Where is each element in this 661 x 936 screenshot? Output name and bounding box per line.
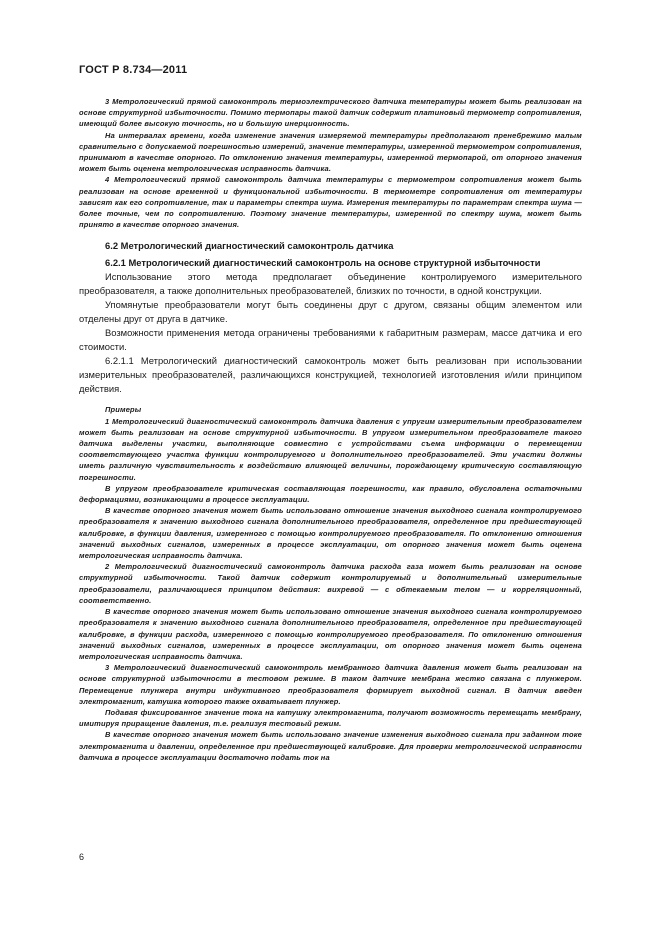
example-paragraph: В упругом преобразователе критическая составляющая погрешности, как правило, обусловлена остаточными деформациями, возникающими в процессе эксплуатации. (79, 483, 582, 505)
top-examples-block (79, 96, 582, 230)
body-paragraph: Упомянутые преобразователи могут быть соединены друг с другом, связаны общим элементом или отделены друг от друга в датчике. (79, 299, 582, 325)
example-paragraph: 2 Метрологический диагностический самоконтроль датчика расхода газа может быть реализован на основе структурной избыточности. Такой датчик содержит контролируемый и дополнительный измерительные преобразователи, различающиеся принципом действия: вихревой — с обтекаемым телом — и корреляционный, соответственно. (79, 562, 582, 605)
page-content (79, 96, 582, 763)
examples-block (79, 404, 582, 763)
example-paragraph: 3 Метрологический прямой самоконтроль термоэлектрического датчика температуры может быть реализован на основе структурной избыточности. Помимо термопары такой датчик содержит платиновый термометр сопротивления, имеющий более высокую точность, но и большую инерционность. (79, 97, 582, 129)
document-header: ГОСТ Р 8.734—2011 (79, 64, 188, 76)
body-paragraph: 6.2.1.1 Метрологический диагностический самоконтроль может быть реализован при использовании измерительных преобразователей, различающихся конструкцией, технологией изготовления и/или принципом действия. (79, 355, 582, 395)
example-paragraph: Подавая фиксированное значение тока на катушку электромагнита, получают возможность перемещать мембрану, имитируя приращение давления, т.е. реализуя тестовый режим. (79, 707, 582, 729)
example-paragraph: В качестве опорного значения может быть использовано отношение значения выходного сигнала контролируемого преобразователя к значению выходного сигнала дополнительного преобразователя, определенное при предшествующей калибровке, в функции давления, измеренного с помощью контролируемого преобразователя. По отклонению отношения значений выходных сигналов, измеренных в процессе эксплуатации, от опорного значения может быть оценена метрологическая исправность датчика. (79, 506, 582, 561)
page-number: 6 (79, 852, 85, 862)
body-paragraph: Возможности применения метода ограничены требованиями к габаритным размерам, массе датчика и его стоимости. (79, 327, 582, 353)
examples-title: Примеры (105, 405, 142, 415)
example-paragraph: 4 Метрологический прямой самоконтроль датчика температуры с термометром сопротивления может быть реализован на основе временной и функциональной избыточности. В термометре сопротивления от температуры зависят как его сопротивление, так и параметры спектра шума. Измерения температуры по параметрам спектра шума — более точные, чем по сопротивлению. Поэтому значение температуры, измеренной по спектру шума, может быть принято в качестве опорного значения. (79, 175, 582, 230)
example-paragraph: В качестве опорного значения может быть использовано отношение значения выходного сигнала контролируемого преобразователя к значению выходного сигнала дополнительного преобразователя, определенное при предшествующей калибровке, в функции расхода, измеренного с помощью контролируемого преобразователя. По отклонению отношения значений выходных сигналов, измеренных в процессе эксплуатации, от опорного значения может быть оценена метрологическая исправность датчика. (79, 607, 582, 661)
example-paragraph: На интервалах времени, когда изменение значения измеряемой температуры предполагают пренебрежимо малым сравнительно с допускаемой погрешностью измерений, значение температуры, измеренной термометром сопротивления, принимают в качестве опорного. По отклонению значения температуры, измеренной термопарой, от опорного значения может быть оценена метрологическая исправность датчика. (79, 130, 582, 174)
example-paragraph: В качестве опорного значения может быть использовано значение изменения выходного сигнала при заданном токе электромагнита и давлении, определенное при предшествующей калибровке. Для проверки метрологической исправности датчика в процессе эксплуатации достаточно подать ток на (79, 730, 582, 762)
section-heading: 6.2 Метрологический диагностический самоконтроль датчика (105, 240, 394, 252)
body-paragraph: Использование этого метода предполагает объединение контролируемого измерительного преобразователя, а также дополнительных преобразователей, близких по точности, в одной конструкции. (79, 271, 582, 297)
subsection-heading: 6.2.1 Метрологический диагностический самоконтроль на основе структурной избыточности (105, 257, 541, 269)
example-paragraph: 1 Метрологический диагностический самоконтроль датчика давления с упругим измерительным преобразователем может быть реализован на основе структурной избыточности. В упругом измерительном преобразователе такого датчика выделены участки, выполняющие совместно с устройствами съема информации о перемещении соответствующего участка функции контролируемого и дополнительного преобразователей. Эти участки должны иметь различную чувствительность к воздействию влияющей величины, порождающему критическую составляющую погрешности. (79, 416, 582, 482)
example-paragraph: 3 Метрологический диагностический самоконтроль мембранного датчика давления может быть реализован на основе структурной избыточности в тестовом режиме. В таком датчике мембрана жестко связана с плунжером. Перемещение плунжера внутри индуктивного преобразователя формирует выходной сигнал. В датчик введен электромагнит, катушка которого также охватывает плунжер. (79, 663, 582, 706)
section-body (79, 270, 582, 396)
